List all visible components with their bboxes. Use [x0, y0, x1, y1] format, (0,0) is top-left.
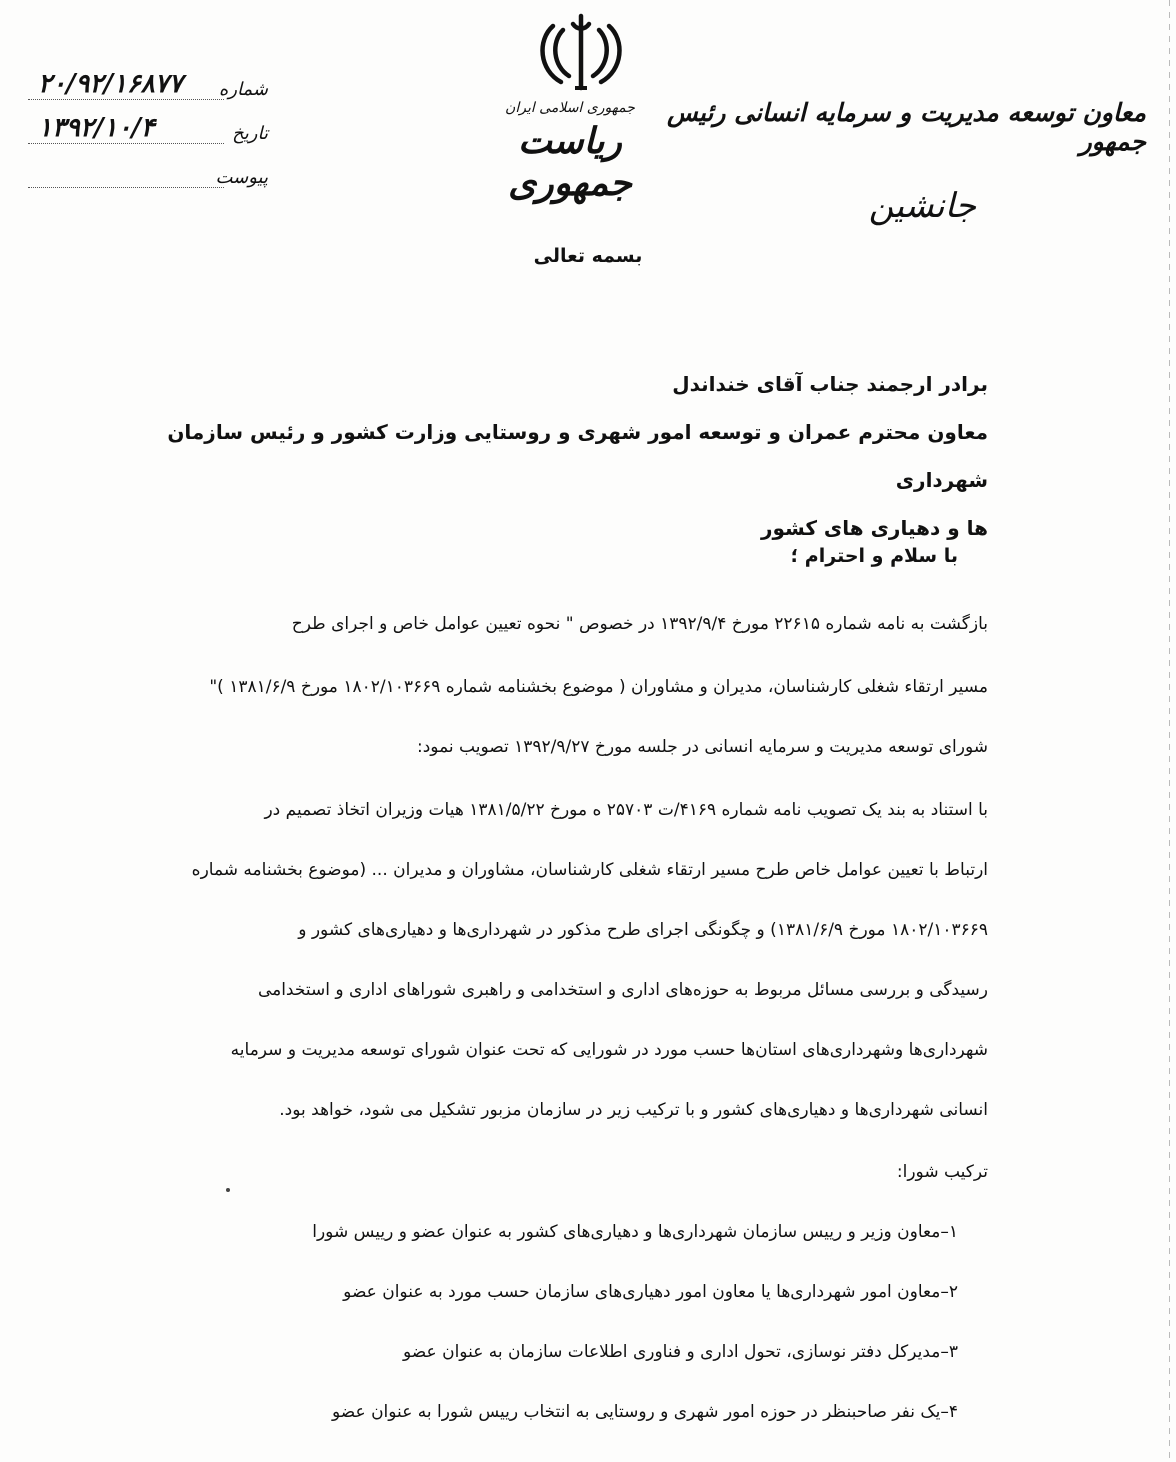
- office-header: [666, 98, 1146, 226]
- body-line: شورای توسعه مدیریت و سرمایه انسانی در جلسه مورخ ۱۳۹۲/۹/۲۷ تصویب نمود:: [417, 737, 988, 757]
- republic-label: جمهوری اسلامی ایران: [505, 100, 635, 116]
- body-line: با استناد به بند یک تصویب نامه شماره ۴۱۶۹/ت ۲۵۷۰۳ ه مورخ ۱۳۸۱/۵/۲۲ هیات وزیران اتخاذ تصمیم در: [264, 800, 988, 820]
- ref-number-row: [28, 56, 268, 100]
- presidency-header: [470, 100, 670, 204]
- body-line: بازگشت به نامه شماره ۲۲۶۱۵ مورخ ۱۳۹۲/۹/۴ در خصوص " نحوه تعیین عوامل خاص و اجرای طرح: [291, 614, 988, 634]
- addressee: [88, 360, 988, 552]
- addressee-line: ها و دهیاری های کشور: [760, 516, 988, 540]
- ref-date-label: تاریخ: [232, 123, 268, 144]
- ref-attachment-row: [28, 144, 268, 188]
- body-line: شهرداری‌ها وشهرداری‌های استان‌ها حسب مورد در شورایی که تحت عنوان شورای توسعه مدیریت و سرمایه: [230, 1040, 988, 1060]
- composition-title: ترکیب شورا:: [896, 1162, 988, 1182]
- office-subtitle: جانشین: [868, 186, 976, 226]
- greeting: با سلام و احترام ؛: [790, 545, 958, 567]
- presidency-label: ریاست جمهوری: [508, 120, 632, 204]
- invocation: بسمه تعالی: [533, 245, 643, 267]
- body-line: ۱۸۰۲/۱۰۳۶۶۹ مورخ ۱۳۸۱/۶/۹) و چگونگی اجرای طرح مذکور در شهرداری‌ها و دهیاری‌های کشور و: [298, 920, 988, 940]
- member-item: ۴–یک نفر صاحبنظر در حوزه امور شهری و روستایی به انتخاب رییس شورا به عنوان عضو: [332, 1402, 958, 1422]
- ref-number-label: شماره: [218, 79, 268, 100]
- scan-edge: [1169, 0, 1170, 1462]
- body-line: رسیدگی و بررسی مسائل مربوط به حوزه‌های اداری و استخدامی و راهبری شوراهای اداری و استخدامی: [257, 980, 988, 1000]
- body-line: ارتباط با تعیین عوامل خاص طرح مسیر ارتقاء شغلی کارشناسان، مشاوران و مدیران ... (موضوع بخشنامه شماره: [191, 860, 988, 880]
- addressee-line: معاون محترم عمران و توسعه امور شهری و روستایی وزارت کشور و رئیس سازمان شهرداری: [167, 420, 988, 492]
- office-title: معاون توسعه مدیریت و سرمایه انسانی رئیس جمهور: [666, 98, 1146, 156]
- member-item: ۱–معاون وزیر و رییس سازمان شهرداری‌ها و دهیاری‌های کشور به عنوان عضو و رییس شورا: [312, 1222, 958, 1242]
- reference-box: [28, 56, 268, 188]
- member-item: ۳–مدیرکل دفتر نوسازی، تحول اداری و فناوری اطلاعات سازمان به عنوان عضو: [403, 1342, 958, 1362]
- scan-speck: [226, 1188, 230, 1192]
- ref-date-value: ۱۳۹۲/۱۰/۴: [28, 113, 224, 144]
- iran-emblem-icon: [533, 8, 629, 94]
- body-line: انسانی شهرداری‌ها و دهیاری‌های کشور و با ترکیب زیر در سازمان مزبور تشکیل می شود، خواهد بود.: [279, 1100, 988, 1120]
- addressee-line: برادر ارجمند جناب آقای خنداندل: [672, 372, 988, 396]
- ref-date-row: [28, 100, 268, 144]
- member-item: ۲–معاون امور شهرداری‌ها یا معاون امور دهیاری‌های سازمان حسب مورد به عنوان عضو: [343, 1282, 958, 1302]
- body-line: مسیر ارتقاء شغلی کارشناسان، مدیران و مشاوران ( موضوع بخشنامه شماره ۱۸۰۲/۱۰۳۶۶۹ مورخ ۱۳۸۱/۶/۹ )": [209, 677, 988, 697]
- ref-number-value: ۲۰/۹۲/۱۶۸۷۷: [28, 69, 224, 100]
- ref-attachment-label: پیوست: [215, 167, 268, 188]
- ref-attachment-value: [28, 187, 224, 188]
